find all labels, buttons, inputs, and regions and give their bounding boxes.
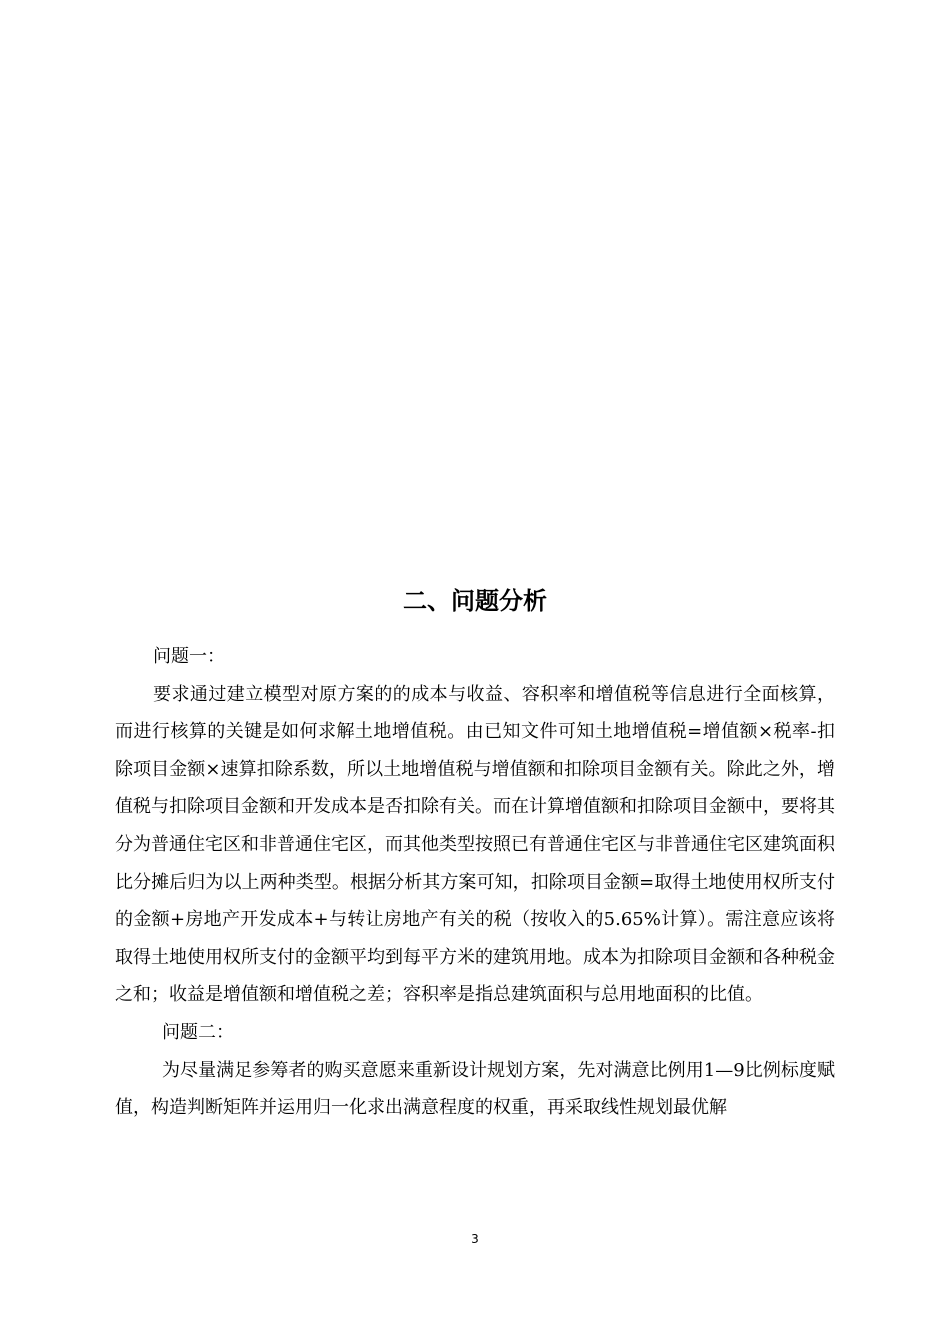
problem-1-paragraph: 要求通过建立模型对原方案的的成本与收益、容积率和增值税等信息进行全面核算，而进行核算的关键是如何求解土地增值税。由已知文件可知土地增值税=增值额×税率-扣除项目金额×速算扣除系数，所以土地增值税与增值额和扣除项目金额有关。除此之外，增值税与扣除项目金额和开发成本是否扣除有关。而在计算增值额和扣除项目金额中，要将其分为普通住宅区和非普通住宅区，而其他类型按照已有普通住宅区与非普通住宅区建筑面积比分摊后归为以上两种类型。根据分析其方案可知，扣除项目金额=取得土地使用权所支付的金额+房地产开发成本+与转让房地产有关的税（按收入的5.65%计算）。需注意应该将取得土地使用权所支付的金额平均到每平方米的建筑用地。成本为扣除项目金额和各种税金之和；收益是增值额和增值税之差；容积率是指总建筑面积与总用地面积的比值。 bbox=[115, 683, 835, 1006]
document-body bbox=[115, 638, 835, 1127]
section-title: 二、问题分析 bbox=[403, 587, 547, 615]
problem-2-label: 问题二： bbox=[162, 1021, 234, 1043]
problem-1-label: 问题一： bbox=[153, 646, 225, 667]
page-number: 3 bbox=[471, 1232, 479, 1246]
problem-2-paragraph: 为尽量满足参筹者的购买意愿来重新设计规划方案，先对满意比例用1—9比例标度赋值，构造判断矩阵并运用归一化求出满意程度的权重，再采取线性规划最优解 bbox=[115, 1059, 835, 1119]
